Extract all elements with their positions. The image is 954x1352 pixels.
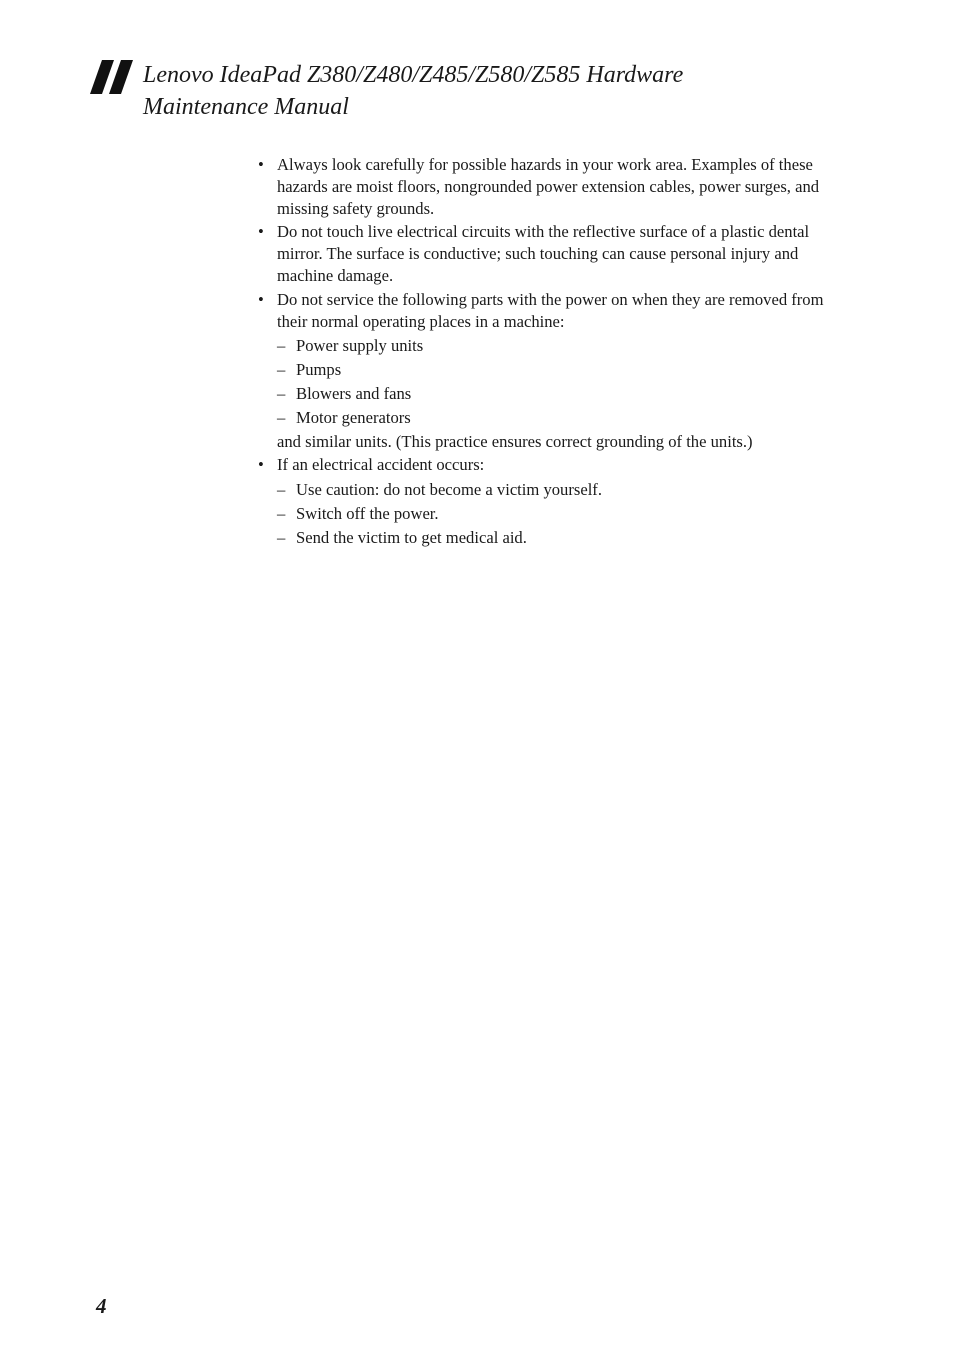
header-title-line-2: Maintenance Manual (143, 94, 349, 120)
dash-marker: – (277, 384, 286, 404)
list-item-electrical-accident (258, 454, 858, 476)
list-item-power-parts (258, 289, 858, 333)
sub-list-item-text: Send the victim to get medical aid. (296, 528, 527, 548)
sub-list-item (258, 382, 858, 406)
bullet-marker: • (258, 455, 264, 475)
dash-marker: – (277, 480, 286, 500)
bullet-marker: • (258, 222, 264, 242)
sub-list-item-text: Pumps (296, 360, 342, 380)
list-item-text: Do not service the following parts with the power on when they are removed from their normal operating places in a machine: (277, 289, 824, 331)
safety-guidelines (258, 154, 858, 550)
dash-marker: – (277, 504, 286, 524)
sub-list-item-text: Use caution: do not become a victim yourself. (296, 480, 602, 500)
list-item-text: If an electrical accident occurs: (277, 455, 485, 475)
header-title-line-1: Lenovo IdeaPad Z380/Z480/Z485/Z580/Z585 Hardware (143, 62, 684, 88)
list-item-dental-mirror (258, 221, 858, 286)
header-slash-icon (90, 60, 136, 94)
sub-list-item-text: Power supply units (296, 336, 424, 356)
dash-marker: – (277, 360, 286, 380)
dash-marker: – (277, 528, 286, 548)
dash-marker: – (277, 336, 286, 356)
page-header-title (143, 59, 863, 123)
sub-list-item (258, 358, 858, 382)
bullet-marker: • (258, 289, 264, 309)
sub-list-item (258, 334, 858, 358)
sub-list-item (258, 526, 858, 550)
sub-list-item-text: Motor generators (296, 408, 411, 428)
sub-list-item-text: Blowers and fans (296, 384, 412, 404)
parts-note: and similar units. (This practice ensures correct grounding of the units.) (277, 432, 753, 452)
dash-marker: – (277, 408, 286, 428)
bullet-marker: • (258, 155, 264, 174)
sub-list-item (258, 478, 858, 502)
sub-list-item (258, 502, 858, 526)
list-item-text: Always look carefully for possible hazards in your work area. Examples of these hazards are moist floors, nongrounded power extension cables, power surges, and missing safety grounds. (277, 155, 820, 218)
sub-list-item-text: Switch off the power. (296, 504, 439, 524)
list-item-hazards (258, 154, 858, 219)
sub-list-item (258, 406, 858, 430)
list-item-text: Do not touch live electrical circuits with the reflective surface of a plastic dental mirror. The surface is conductive; such touching can cause personal injury and machine damage. (277, 222, 810, 285)
page-number: 4 (96, 1294, 107, 1318)
